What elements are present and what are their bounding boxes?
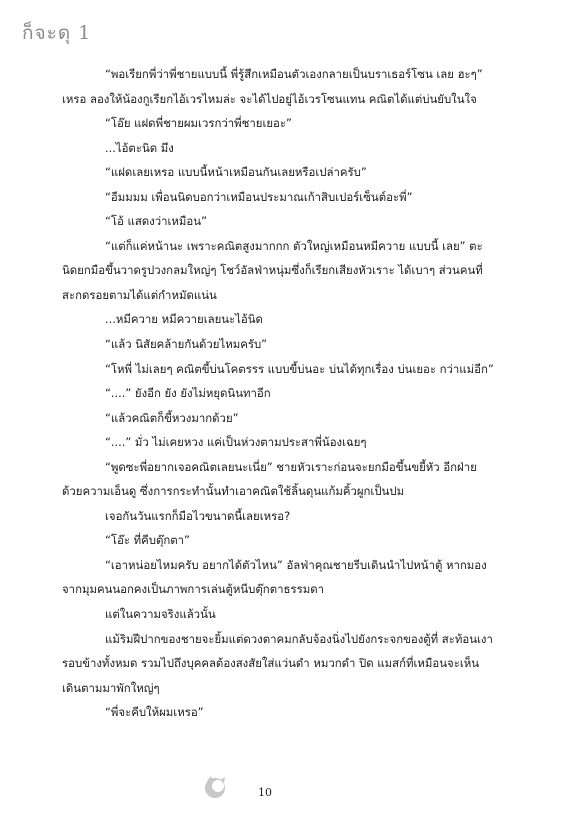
paragraph: เจอกันวันแรกก็มือไวขนาดนี้เลยเหรอ? (105, 508, 291, 523)
page-number: 10 (258, 786, 272, 799)
paragraph: “แล้วคณิตก็ขี้หวงมากด้วย” (105, 410, 239, 425)
paragraph: “....” มั่ว ไม่เคยหวง แค่เป็นห่วงตามประสาพี่น้องเฉยๆ (105, 435, 367, 450)
paragraph: “แต่ก็แค่หน้านะ เพราะคณิตสูงมากกก ตัวใหญ่เหมือนหมีควาย แบบนี้ เลย” ตะนิดยกมือขึ้นวาดรูปวงกลมใหญ่ๆ โชว์อัลฟ่าหนุ่มซึ่งก็เรียกเสียงหัวเราะ ได้เบาๆ ส่วนคนที่สะกดรอยตามได้แต่กำหมัดแน่น (62, 238, 483, 302)
paragraph: แม้ริมฝีปากของชายจะยิ้มแต่ดวงตาคมกลับจ้องนิ่งไปยังกระจกของตู้ที่ สะท้อนเงารอบข้างทั้งหมด รวมไปถึงบุคคลต้องสงสัยใส่แว่นดำ หมวกดำ ปิด แมสก์ที่เหมือนจะเห็นเดินตามมาพักใหญ่ๆ (62, 631, 493, 695)
paragraph: “เอาหน่อยไหมครับ อยากได้ตัวไหน” อัลฟ่าคุณชายรีบเดินนำไปหน้าตู้ หากมองจากมุมคนนอกคงเป็นภาพการเล่นตู้หนีบตุ๊กตาธรรมดา (62, 557, 487, 597)
paragraph: “พูดซะพี่อยากเจอคณิตเลยนะเนี่ย” ชายหัวเราะก่อนจะยกมือขึ้นขยี้หัว อีกฝ่ายด้วยความเอ็นดู ซึ่งการกระทำนั้นทำเอาคณิตใช้ลิ้นดุนแก้มคิ้วผูกเป็นปม (62, 459, 477, 499)
paragraph: ...หมีควาย หมีควายเลยนะไอ้นิด (105, 312, 263, 327)
paragraph: “โอ๊ะ ที่คีบตุ๊กตา” (105, 533, 190, 548)
paragraph: “โหพี่ ไม่เลยๆ คณิตขี้บ่นโคตรรร แบบขี้บ่นอะ บ่นได้ทุกเรื่อง บ่นเยอะ กว่าแม่อีก” (105, 361, 494, 376)
paragraph: “โอ้ แสดงว่าเหมือน” (105, 214, 207, 229)
paragraph: “อืมมมม เพื่อนนิดบอกว่าเหมือนประมาณเก้าสิบเปอร์เซ็นต์อะพี่” (105, 189, 413, 204)
paragraph: “....” ยังอีก ยัง ยังไม่หยุดนินทาอีก (105, 386, 271, 401)
paragraph: แต่ในความจริงแล้วนั้น (105, 607, 216, 622)
page-body (62, 62, 494, 725)
paragraph: “โอ๊ย แฝดพี่ชายผมเวรกว่าพี่ชายเยอะ” (105, 116, 292, 131)
paragraph: “แฝดเลยเหรอ แบบนี้หน้าเหมือนกันเลยหรือเปล่าครับ” (105, 165, 367, 180)
paragraph: “พอเรียกพี่ว่าพี่ชายแบบนี้ พี่รู้สึกเหมือนตัวเองกลายเป็นบราเธอร์โซน เลย ฮะๆ” เหรอ ลองให้น้องกูเรียกไอ้เวรไหมล่ะ จะได้ไปอยู่ไอ้เวรโซนแทน คณิตได้แต่บ่นยับในใจ (62, 67, 483, 106)
publisher-logo-icon (202, 774, 228, 800)
running-header: ก็จะดุ 1 (22, 22, 92, 44)
paragraph: “แล้ว นิสัยคล้ายกันด้วยไหมครับ” (105, 337, 268, 352)
paragraph: “พี่จะคีบให้ผมเหรอ” (105, 705, 204, 720)
paragraph: ...ไอ้ตะนิด มึง (105, 140, 174, 155)
